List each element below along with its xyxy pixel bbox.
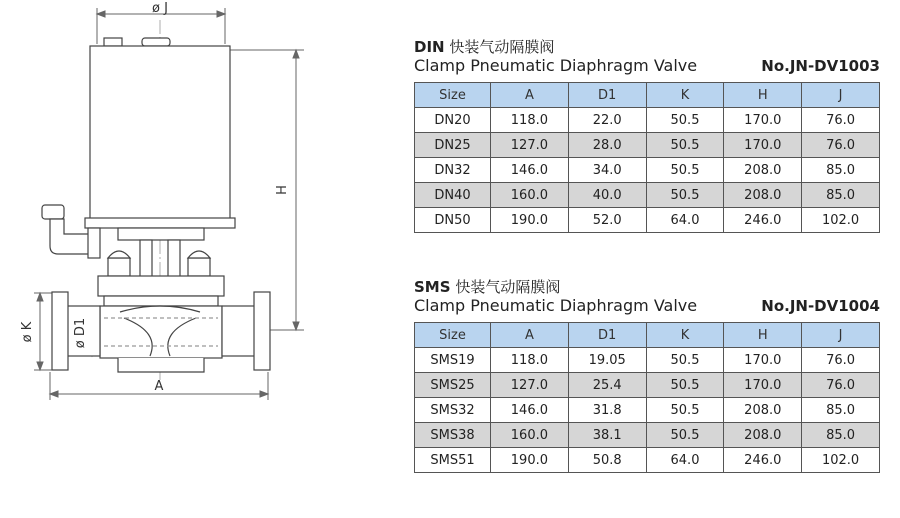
cell-a: 190.0 [491,448,569,473]
cell-j: 85.0 [802,398,880,423]
sms-title [414,278,880,296]
table-row [415,373,880,398]
cell-j: 85.0 [802,158,880,183]
sms-title-cn: 快装气动隔膜阀 [455,278,561,296]
dim-k-label: ø K [20,321,35,343]
sms-subtitle: Clamp Pneumatic Diaphragm Valve [414,296,698,315]
header-k: K [646,323,724,348]
dim-j-label: ø J [152,1,168,16]
cell-d1: 28.0 [568,133,646,158]
sms-model-number: No.JN-DV1004 [761,297,880,315]
cell-h: 246.0 [724,208,802,233]
cell-a: 127.0 [491,373,569,398]
valve-drawing [0,0,360,518]
dim-h-label: H [275,185,290,195]
cell-d1: 22.0 [568,108,646,133]
cell-j: 76.0 [802,108,880,133]
cell-k: 64.0 [646,448,724,473]
din-subtitle: Clamp Pneumatic Diaphragm Valve [414,56,698,75]
cell-j: 85.0 [802,183,880,208]
cell-k: 64.0 [646,208,724,233]
cell-h: 208.0 [724,158,802,183]
cell-j: 76.0 [802,373,880,398]
table-row [415,208,880,233]
header-d1: D1 [568,323,646,348]
cell-h: 170.0 [724,108,802,133]
cell-k: 50.5 [646,348,724,373]
cell-d1: 34.0 [568,158,646,183]
din-subtitle-row [414,56,880,78]
cell-size: SMS38 [415,423,491,448]
cell-j: 76.0 [802,133,880,158]
table-row [415,183,880,208]
cell-a: 127.0 [491,133,569,158]
sms-header-row [415,323,880,348]
cell-a: 160.0 [491,183,569,208]
cell-size: DN20 [415,108,491,133]
cell-size: SMS19 [415,348,491,373]
cell-a: 146.0 [491,158,569,183]
din-header-row [415,83,880,108]
cell-size: DN50 [415,208,491,233]
din-title-cn: 快装气动隔膜阀 [449,38,555,56]
header-j: J [802,323,880,348]
cell-d1: 38.1 [568,423,646,448]
cell-a: 160.0 [491,423,569,448]
cell-k: 50.5 [646,133,724,158]
cell-size: SMS32 [415,398,491,423]
cell-j: 102.0 [802,208,880,233]
cell-h: 208.0 [724,423,802,448]
header-h: H [724,83,802,108]
table-row [415,108,880,133]
table-row [415,398,880,423]
table-row [415,348,880,373]
din-model-number: No.JN-DV1003 [761,57,880,75]
cell-k: 50.5 [646,423,724,448]
cell-d1: 31.8 [568,398,646,423]
din-dimension-table [414,82,880,233]
sms-dimension-table [414,322,880,473]
cell-d1: 40.0 [568,183,646,208]
header-k: K [646,83,724,108]
cell-a: 118.0 [491,348,569,373]
cell-j: 102.0 [802,448,880,473]
header-a: A [491,83,569,108]
cell-k: 50.5 [646,158,724,183]
din-title [414,38,880,56]
cell-d1: 52.0 [568,208,646,233]
din-spec-block [414,38,880,233]
cell-size: SMS25 [415,373,491,398]
table-row [415,423,880,448]
cell-j: 76.0 [802,348,880,373]
header-d1: D1 [568,83,646,108]
header-size: Size [415,323,491,348]
cell-h: 170.0 [724,373,802,398]
table-row [415,158,880,183]
cell-h: 208.0 [724,398,802,423]
sms-subtitle-row [414,296,880,318]
cell-k: 50.5 [646,373,724,398]
cell-size: DN32 [415,158,491,183]
sms-standard: SMS [414,278,451,296]
cell-a: 190.0 [491,208,569,233]
cell-h: 208.0 [724,183,802,208]
cell-k: 50.5 [646,108,724,133]
header-h: H [724,323,802,348]
cell-k: 50.5 [646,183,724,208]
cell-size: DN25 [415,133,491,158]
dim-a-label: A [154,379,164,394]
sms-spec-block [414,278,880,473]
cell-h: 246.0 [724,448,802,473]
table-row [415,133,880,158]
header-a: A [491,323,569,348]
header-size: Size [415,83,491,108]
cell-j: 85.0 [802,423,880,448]
cell-a: 118.0 [491,108,569,133]
table-row [415,448,880,473]
din-standard: DIN [414,38,445,56]
cell-h: 170.0 [724,133,802,158]
cell-size: DN40 [415,183,491,208]
header-j: J [802,83,880,108]
cell-a: 146.0 [491,398,569,423]
cell-d1: 19.05 [568,348,646,373]
cell-d1: 50.8 [568,448,646,473]
cell-d1: 25.4 [568,373,646,398]
dim-d1-label: ø D1 [73,317,88,349]
cell-h: 170.0 [724,348,802,373]
cell-k: 50.5 [646,398,724,423]
cell-size: SMS51 [415,448,491,473]
